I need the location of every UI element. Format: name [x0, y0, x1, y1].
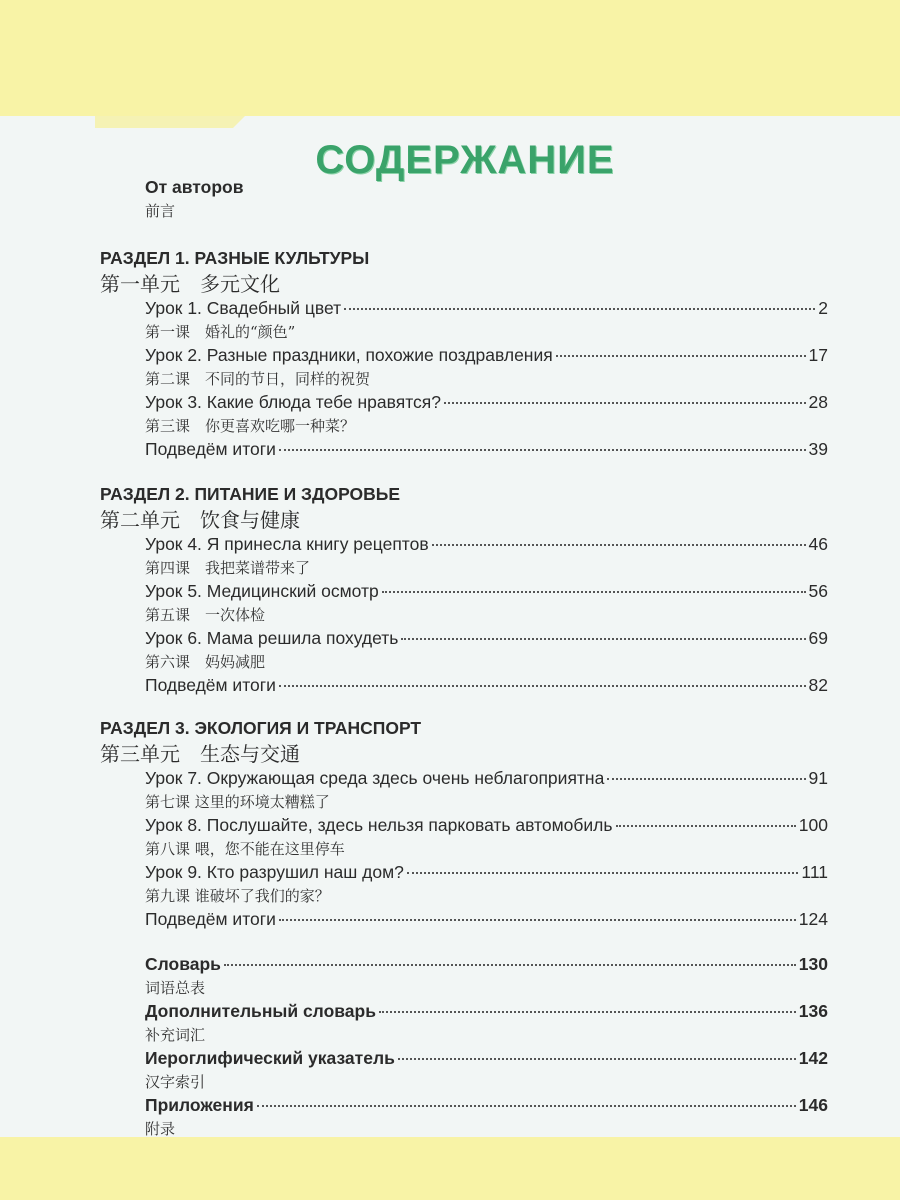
- page-number: 2: [818, 298, 828, 318]
- lesson-cn-title: [100, 557, 828, 581]
- entry-label: Урок 9. Кто разрушил наш дом?: [145, 862, 404, 882]
- entry-label: Словарь: [145, 954, 221, 974]
- lesson-entry[interactable]: [100, 297, 828, 321]
- summary-entry[interactable]: [100, 674, 828, 698]
- unit-title-cn: 第一单元 多元文化: [100, 272, 280, 296]
- entry-label: Приложения: [145, 1095, 254, 1115]
- page-number: 39: [808, 439, 828, 459]
- lesson-entry[interactable]: [100, 767, 828, 791]
- page-number: 46: [808, 534, 828, 554]
- section-2: [100, 481, 828, 698]
- summary-entry[interactable]: [100, 908, 828, 932]
- preface-cn: 前言: [145, 201, 176, 220]
- lesson-entry[interactable]: [100, 861, 828, 885]
- lesson-cn-title: [100, 838, 828, 862]
- entry-label: Иероглифический указатель: [145, 1048, 395, 1068]
- dot-leader: [382, 591, 806, 593]
- unit-title-cn: 第三单元 生态与交通: [100, 742, 300, 766]
- dot-leader: [279, 449, 806, 451]
- preface-entry: [100, 176, 828, 223]
- appendix-cn-title: [100, 1024, 828, 1048]
- top-yellow-band: [0, 0, 900, 116]
- page-number: 146: [798, 1095, 828, 1115]
- entry-label: Урок 8. Послушайте, здесь нельзя парковать автомобиль: [145, 815, 613, 835]
- appendix-cn-title: [100, 977, 828, 1001]
- section-title: РАЗДЕЛ 2. ПИТАНИЕ И ЗДОРОВЬЕ: [100, 484, 401, 504]
- lesson-cn-title: [100, 651, 828, 675]
- dot-leader: [432, 544, 806, 546]
- dot-leader: [407, 872, 799, 874]
- entry-label: Урок 1. Свадебный цвет: [145, 298, 342, 318]
- entry-label: 第七课 这里的环境太糟糕了: [145, 792, 330, 811]
- bottom-yellow-band: [0, 1137, 900, 1200]
- dot-leader: [616, 825, 796, 827]
- appendix-entry[interactable]: [100, 1047, 828, 1071]
- entry-label: Дополнительный словарь: [145, 1001, 376, 1021]
- entry-label: 第二课 不同的节日，同样的祝贺: [145, 369, 371, 388]
- entry-label: Урок 2. Разные праздники, похожие поздравления: [145, 345, 553, 365]
- entry-label: Урок 7. Окружающая среда здесь очень неблагоприятна: [145, 768, 605, 788]
- entry-label: 第三课 你更喜欢吃哪一种菜？: [145, 416, 356, 435]
- page-number: 91: [808, 768, 828, 788]
- entry-label: 第六课 妈妈减肥: [145, 652, 266, 671]
- dot-leader: [444, 402, 806, 404]
- entry-label: 第五课 一次体检: [145, 605, 266, 624]
- lesson-entry[interactable]: [100, 814, 828, 838]
- preface-ru: От авторов: [145, 177, 244, 197]
- lesson-entry[interactable]: [100, 391, 828, 415]
- lesson-cn-title: [100, 791, 828, 815]
- entry-label: 补充词汇: [145, 1025, 206, 1044]
- section-1: [100, 245, 828, 462]
- dot-leader: [279, 685, 806, 687]
- entry-label: 第一课 婚礼的“颜色”: [145, 322, 296, 341]
- entry-label: 第九课 谁破坏了我们的家？: [145, 886, 330, 905]
- dot-leader: [398, 1058, 796, 1060]
- entry-label: 词语总表: [145, 978, 206, 997]
- summary-entry[interactable]: [100, 438, 828, 462]
- dot-leader: [257, 1105, 796, 1107]
- entry-label: 汉字索引: [145, 1072, 206, 1091]
- appendix-cn-title: [100, 1118, 828, 1142]
- entry-label: Урок 6. Мама решила похудеть: [145, 628, 399, 648]
- entry-label: 第四课 我把菜谱带来了: [145, 558, 311, 577]
- page-number: 124: [798, 909, 828, 929]
- lesson-cn-title: [100, 415, 828, 439]
- lesson-cn-title: [100, 368, 828, 392]
- page-number: 111: [801, 862, 828, 882]
- lesson-entry[interactable]: [100, 627, 828, 651]
- lesson-entry[interactable]: [100, 533, 828, 557]
- section-3: [100, 715, 828, 932]
- dot-leader: [401, 638, 805, 640]
- page-number: 82: [808, 675, 828, 695]
- entry-label: Урок 5. Медицинский осмотр: [145, 581, 379, 601]
- dot-leader: [379, 1011, 796, 1013]
- decorative-corner: [95, 116, 245, 128]
- dot-leader: [556, 355, 806, 357]
- appendix-cn-title: [100, 1071, 828, 1095]
- entry-label: Подведём итоги: [145, 909, 276, 929]
- section-title: РАЗДЕЛ 3. ЭКОЛОГИЯ И ТРАНСПОРТ: [100, 718, 422, 738]
- entry-label: 第八课 喂，您不能在这里停车: [145, 839, 345, 858]
- dot-leader: [344, 308, 815, 310]
- entry-label: Подведём итоги: [145, 675, 276, 695]
- page-number: 28: [808, 392, 828, 412]
- dot-leader: [607, 778, 805, 780]
- dot-leader: [224, 964, 796, 966]
- section-title: РАЗДЕЛ 1. РАЗНЫЕ КУЛЬТУРЫ: [100, 248, 370, 268]
- unit-title-cn: 第二单元 饮食与健康: [100, 508, 300, 532]
- page-number: 142: [798, 1048, 828, 1068]
- appendix-entry[interactable]: [100, 1094, 828, 1118]
- page-number: 100: [798, 815, 828, 835]
- entry-label: 附录: [145, 1119, 176, 1138]
- appendix-entry[interactable]: [100, 1000, 828, 1024]
- entry-label: Урок 4. Я принесла книгу рецептов: [145, 534, 429, 554]
- page-number: 136: [798, 1001, 828, 1021]
- entry-label: Урок 3. Какие блюда тебе нравятся?: [145, 392, 441, 412]
- page-number: 130: [798, 954, 828, 974]
- page-title: СОДЕРЖАНИЕ: [315, 138, 615, 182]
- appendix-entry[interactable]: [100, 953, 828, 977]
- appendix-list: [100, 953, 828, 1141]
- page-number: 69: [808, 628, 828, 648]
- dot-leader: [279, 919, 796, 921]
- lesson-cn-title: [100, 885, 828, 909]
- entry-label: Подведём итоги: [145, 439, 276, 459]
- lesson-entry[interactable]: [100, 580, 828, 604]
- page-number: 56: [808, 581, 828, 601]
- lesson-cn-title: [100, 321, 828, 345]
- lesson-entry[interactable]: [100, 344, 828, 368]
- lesson-cn-title: [100, 604, 828, 628]
- page-number: 17: [808, 345, 828, 365]
